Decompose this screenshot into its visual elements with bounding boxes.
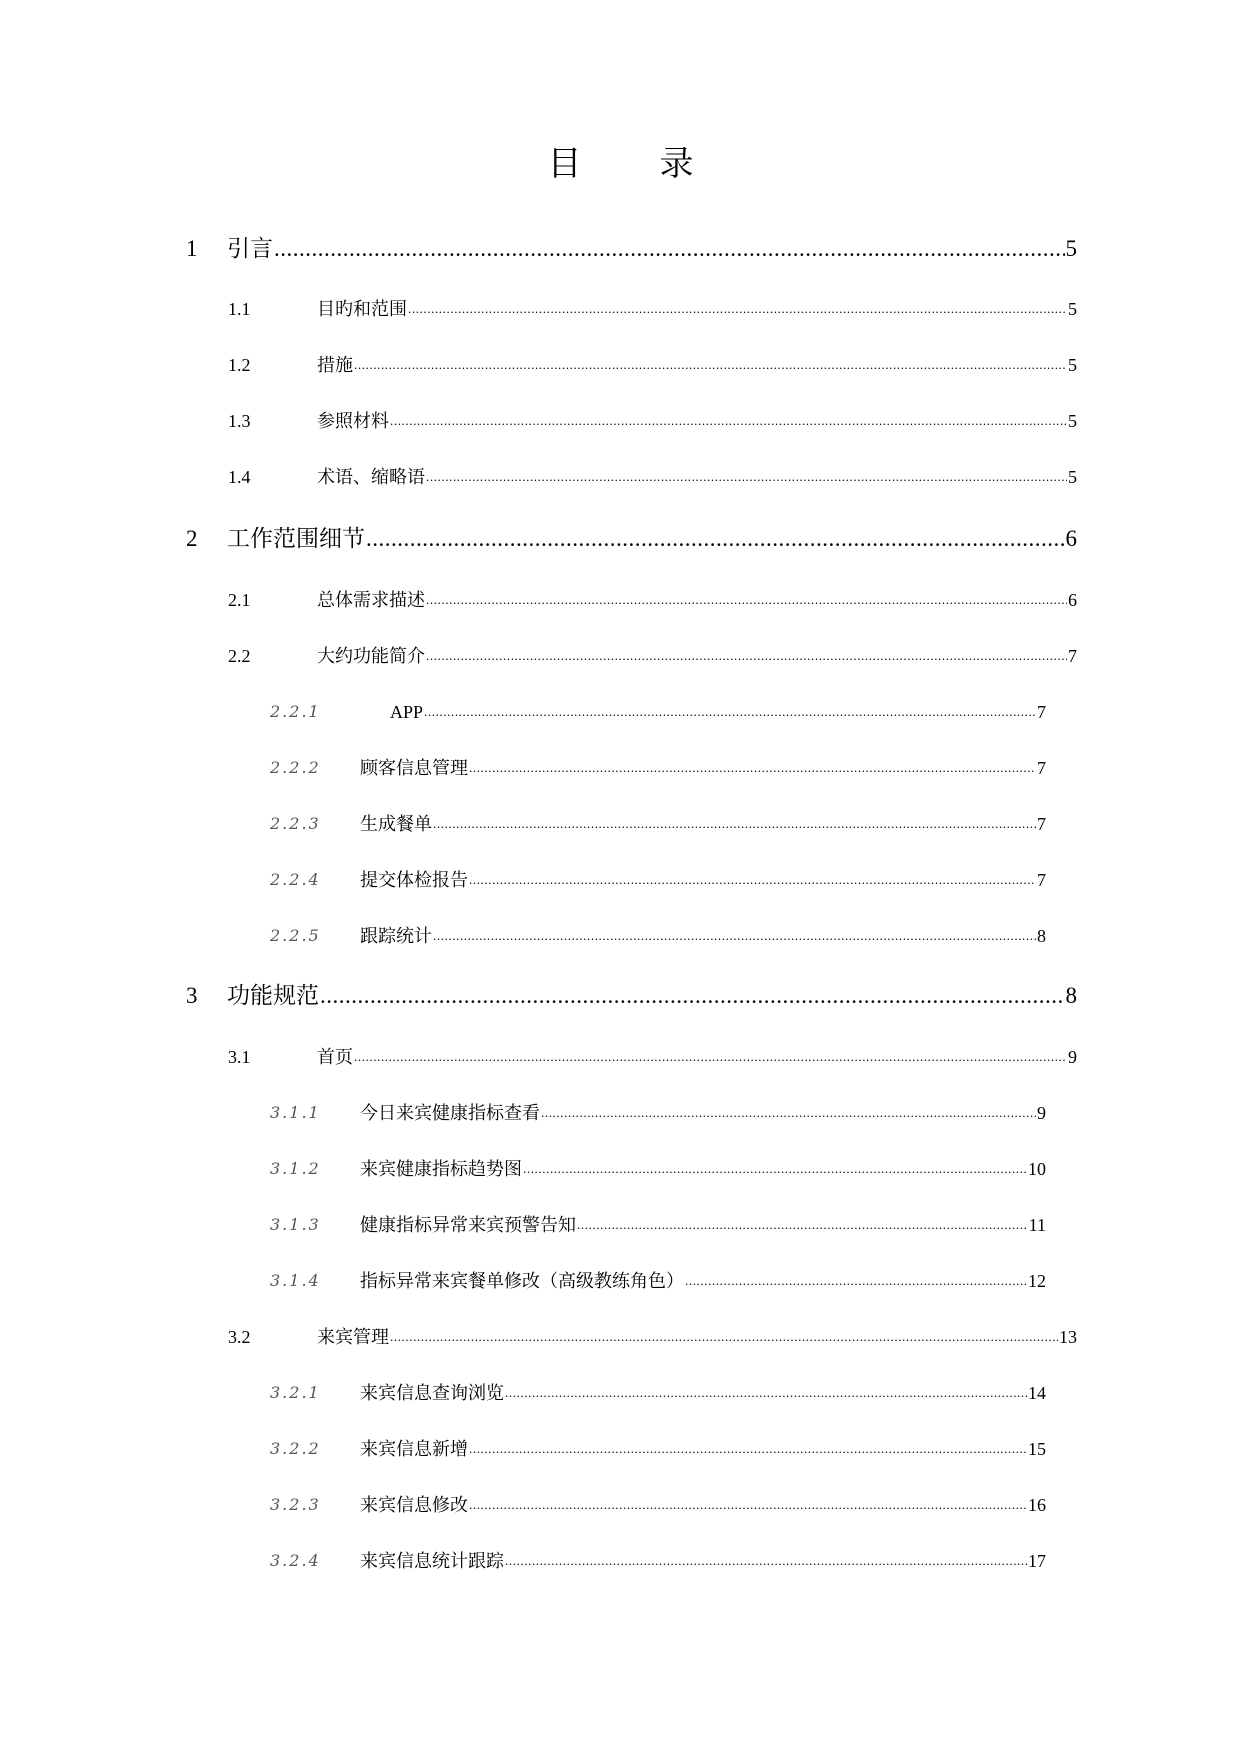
toc-dot-leader (469, 755, 1036, 781)
toc-entry[interactable] (228, 408, 1077, 434)
toc-entry-page: 7 (1037, 758, 1046, 778)
toc-entry[interactable] (270, 1212, 1046, 1238)
toc-entry-page: 6 (1065, 526, 1077, 551)
toc-entry[interactable] (228, 1324, 1077, 1350)
toc-dot-leader (426, 643, 1067, 669)
toc-dot-leader (320, 980, 1065, 1012)
toc-entry-number: 3.2.4 (270, 1551, 321, 1570)
toc-entry-page: 8 (1037, 926, 1046, 946)
toc-entry-label: 工作范围细节 (227, 526, 365, 551)
toc-dot-leader (390, 1324, 1058, 1350)
toc-entry-page: 7 (1037, 870, 1046, 890)
toc-entry-number: 2.1 (228, 590, 251, 610)
toc-entry-label: 参照材料 (317, 411, 389, 431)
toc-entry[interactable] (270, 1436, 1046, 1462)
toc-dot-leader (469, 1436, 1027, 1462)
toc-dot-leader (523, 1156, 1027, 1182)
toc-entry-number: 2.2.1 (270, 702, 321, 721)
toc-entry-number: 3 (186, 983, 198, 1008)
toc-entry-page: 7 (1037, 702, 1046, 722)
toc-dot-leader (433, 811, 1036, 837)
toc-entry-label: 来宾管理 (317, 1327, 389, 1347)
toc-entry[interactable] (270, 1100, 1046, 1126)
toc-entry-number: 3.1 (228, 1047, 251, 1067)
toc-entry-page: 16 (1028, 1495, 1046, 1515)
toc-entry-label: 提交体检报告 (360, 870, 468, 890)
toc-entry-number: 2 (186, 526, 198, 551)
toc-entry-label: 来宾信息查询浏览 (360, 1383, 504, 1403)
toc-entry-number: 2.2.5 (270, 926, 321, 945)
toc-entry[interactable] (186, 233, 1077, 265)
toc-dot-leader (433, 923, 1036, 949)
toc-entry[interactable] (186, 980, 1077, 1012)
toc-entry[interactable] (228, 643, 1077, 669)
toc-entry-label: 来宾信息修改 (360, 1495, 468, 1515)
toc-entry-number: 2.2.4 (270, 870, 321, 889)
toc-entry-number: 1.4 (228, 467, 251, 487)
toc-entry-number: 1 (186, 236, 198, 261)
toc-entry-number: 3.2.1 (270, 1383, 321, 1402)
toc-entry[interactable] (186, 523, 1077, 555)
toc-entry-label: 跟踪统计 (360, 926, 432, 946)
toc-dot-leader (469, 867, 1036, 893)
toc-entry-number: 3.1.2 (270, 1159, 321, 1178)
toc-entry-page: 7 (1037, 814, 1046, 834)
toc-entry-page: 8 (1065, 983, 1077, 1008)
toc-entry-number: 2.2 (228, 646, 251, 666)
toc-entry-number: 3.1.1 (270, 1103, 321, 1122)
toc-entry[interactable] (228, 464, 1077, 490)
toc-entry-page: 13 (1059, 1327, 1077, 1347)
toc-entry-label: 目旳和范围 (317, 299, 407, 319)
toc-dot-leader (577, 1212, 1028, 1238)
toc-entry[interactable] (270, 1548, 1046, 1574)
toc-entry-page: 5 (1068, 467, 1077, 487)
toc-entry-page: 11 (1028, 1215, 1046, 1235)
toc-entry-page: 9 (1037, 1103, 1046, 1123)
toc-dot-leader (274, 233, 1065, 265)
toc-entry-page: 12 (1028, 1271, 1046, 1291)
toc-entry[interactable] (270, 923, 1046, 949)
toc-dot-leader (426, 587, 1067, 613)
toc-entry-label: 指标异常来宾餐单修改（高级教练角色） (360, 1271, 684, 1291)
toc-entry[interactable] (270, 1380, 1046, 1406)
toc-entry-number: 3.1.3 (270, 1215, 321, 1234)
toc-entry-label: 来宾信息新增 (360, 1439, 468, 1459)
toc-entry-label: 术语、缩略语 (317, 467, 425, 487)
toc-entry-label: 生成餐单 (360, 814, 432, 834)
toc-entry[interactable] (270, 699, 1046, 725)
toc-entry[interactable] (270, 811, 1046, 837)
toc-dot-leader (505, 1548, 1027, 1574)
toc-entry-page: 5 (1068, 355, 1077, 375)
toc-entry-label: 总体需求描述 (317, 590, 425, 610)
toc-dot-leader (390, 408, 1067, 434)
toc-entry[interactable] (228, 587, 1077, 613)
toc-dot-leader (685, 1268, 1027, 1294)
toc-dot-leader (426, 464, 1067, 490)
toc-dot-leader (354, 352, 1067, 378)
toc-entry[interactable] (270, 1156, 1046, 1182)
toc-entry[interactable] (270, 1268, 1046, 1294)
toc-entry-page: 15 (1028, 1439, 1046, 1459)
toc-entry-label: 健康指标异常来宾预警告知 (360, 1215, 576, 1235)
toc-dot-leader (366, 523, 1065, 555)
toc-entry[interactable] (228, 352, 1077, 378)
toc-entry-number: 3.2.3 (270, 1495, 321, 1514)
toc-entry-page: 5 (1065, 236, 1077, 261)
toc-entry[interactable] (270, 755, 1046, 781)
toc-entry-label: APP (390, 702, 424, 722)
toc-entry-label: 措施 (317, 355, 353, 375)
toc-entry-number: 1.3 (228, 411, 251, 431)
toc-entry[interactable] (228, 1044, 1077, 1070)
toc-entry-label: 来宾健康指标趋势图 (360, 1159, 522, 1179)
toc-dot-leader (424, 699, 1036, 725)
toc-dot-leader (469, 1492, 1027, 1518)
toc-dot-leader (505, 1380, 1027, 1406)
toc-entry-page: 10 (1028, 1159, 1046, 1179)
toc-entry-page: 5 (1068, 299, 1077, 319)
toc-dot-leader (541, 1100, 1036, 1126)
toc-entry-label: 首页 (317, 1047, 353, 1067)
toc-entry-page: 5 (1068, 411, 1077, 431)
toc-entry-label: 顾客信息管理 (360, 758, 468, 778)
toc-entry-label: 来宾信息统计跟踪 (360, 1551, 504, 1571)
toc-entry-page: 9 (1068, 1047, 1077, 1067)
toc-entry-number: 1.1 (228, 299, 251, 319)
toc-entry-number: 1.2 (228, 355, 251, 375)
toc-dot-leader (354, 1044, 1067, 1070)
toc-entry-label: 今日来宾健康指标查看 (360, 1103, 540, 1123)
toc-entry-label: 功能规范 (227, 983, 319, 1008)
toc-entry[interactable] (270, 867, 1046, 893)
toc-entry-label: 大约功能简介 (317, 646, 425, 666)
toc-entry-page: 7 (1068, 646, 1077, 666)
toc-entry-page: 14 (1028, 1383, 1046, 1403)
toc-entry[interactable] (270, 1492, 1046, 1518)
toc-entry-number: 2.2.2 (270, 758, 321, 777)
toc-entry-page: 17 (1028, 1551, 1046, 1571)
toc-dot-leader (408, 296, 1067, 322)
toc-entry-number: 3.2.2 (270, 1439, 321, 1458)
toc-entry-number: 2.2.3 (270, 814, 321, 833)
toc-entry-page: 6 (1068, 590, 1077, 610)
toc-title: 目录 (547, 146, 772, 183)
toc-entry[interactable] (228, 296, 1077, 322)
toc-entry-label: 引言 (227, 236, 273, 261)
toc-entry-number: 3.1.4 (270, 1271, 321, 1290)
toc-entry-number: 3.2 (228, 1327, 251, 1347)
